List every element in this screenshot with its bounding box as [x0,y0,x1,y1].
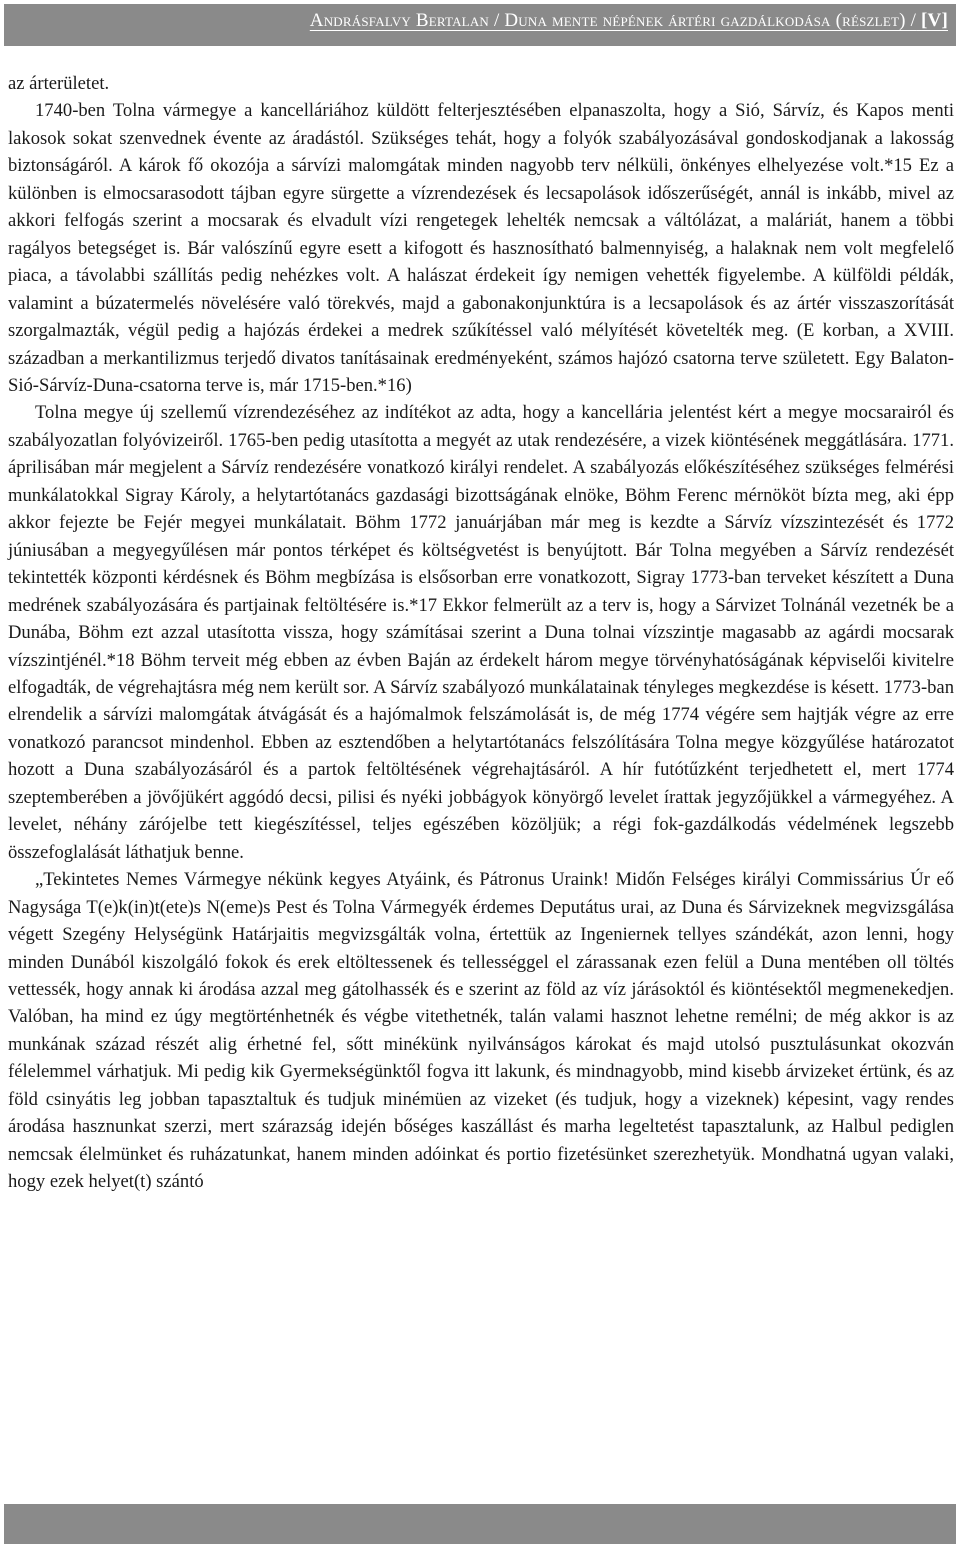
page-footer [4,1504,956,1544]
page-header [4,4,956,46]
running-title [310,10,948,32]
article-body [8,70,954,1196]
paragraph: „Tekintetes Nemes Vármegye nékünk kegyes Atyáink, és Pátronus Uraink! Midőn Felséges királyi Commissárius Úr eő Nagysága T(e)k(in)t(ete)s N(eme)s Pest és Tolna Vármegyék érdemes Deputátus urai, az Duna és Sárvizeknek megvizsgálása végett Szegény Helységünk Határjaitis megvizsgálták volna, értettük az Ingeniernek tellyes szándékát, azon lenni, hogy minden Dunából kiszolgáló fokok és erek eltöltessenek és tellességgel el zárassanak ezen felül a Duna mentében oll töltés vettessék, hogy annak ki árodása azzal meg gátolhassék és e szerint az föld az víz járásoktól és kiöntésektől megmenekedjen. Valóban, ha mind ez úgy megtörténhetnék és végbe vitethetnék, talán valami hasznot lehetne remélni; de még akkor is az munkának század részét alig érhetné fel, sőtt minékünk nyilvánságos károkat és majd utolsó pusztulásunkat okozván félelemmel várhatjuk. Mi pedig kik Gyermekségünktől fogva itt lakunk, és mindnagyobb, mind kisebb árvizeket értünk, és az föld csinyátis leg jobban tapasztaltuk és tudjuk minémüen az vizeket (és tudjuk, hogy a vizeknek) képesint, vagy rendes árodása hasznunkat szerzi, mert szárazság idején bőséges kaszállást és marha legeltetést tapasztalunk, az Halbul pediglen nemcsak élelmünket és ruházatunkat, hanem minden adóinkat és portio fizetésünket szerezhetyük. Mondhatná ugyan valaki, hogy ezek helyet(t) szántó [8,869,954,1193]
paragraph: 1740-ben Tolna vármegye a kancelláriához küldött felterjesztésében elpanaszolta, hogy a Sió, Sárvíz, és Kapos menti lakosok sokat szenvednek évente az áradástól. Szükséges tehát, hogy a folyók szabályozásával gondoskodjanak a lakosság biztonságáról. A károk fő okozója a sárvízi malomgátak minden nagyobb terv nélküli, önkényes elhelyezése volt.*15 Ez a különben is elmocsarasodott tájban egyre sürgette a vízrendezések és lecsapolások időszerűségét, annál is inkább, mivel az akkori felfogás szerint a mocsarak és elvadult vízi rengetegek lehelték nemcsak a váltólázat, a maláriát, hanem a többi ragályos betegséget is. Bár valószínű egyre esett a kifogott és hasznosítható balmennyiség, a halaknak nem volt megfelelő piaca, a távolabbi szállítás pedig nehézkes volt. A halászat érdekeit így nemigen vehették figyelembe. A külföldi példák, valamint a búzatermelés növelésére való törekvés, majd a gabonakonjunktúra is a lecsapolások és az ártér visszaszorítását szorgalmazták, végül pedig a hajózás érdekei a medrek szűkítéssel való mélyítését követelték meg. (E korban, a XVIII. században a merkantilizmus terjedő divatos tanításainak eredményeként, számos hajózó csatorna terve született. Egy Balaton-Sió-Sárvíz-Duna-csatorna terve is, már 1715-ben.*16) [8,100,954,396]
page-number: [V] [921,10,948,31]
paragraph: Tolna megye új szellemű vízrendezéséhez az indítékot az adta, hogy a kancellária jelentést kért a megye mocsarairól és szabályozatlan folyóvizeiről. 1765-ben pedig utasította a megyét az utak rendezésére, a vizek kiöntésének meggátlására. 1771. áprilisában már megjelent a Sárvíz rendezésére vonatkozó királyi rendelet. A szabályozás előkészítéséhez szükséges felmérési munkálatokkal Sigray Károly, a helytartótanács gazdasági bizottságának elnöke, Böhm Ferenc mérnököt bízta meg, aki épp akkor fejezte be Fejér megyei munkálatait. Böhm 1772 januárjában már meg is kezdte a Sárvíz vízszintezését és 1772 júniusában a megyegyűlésen már pontos térképet és költségvetést is benyújtott. Bár Tolna megyében a Sárvíz rendezését tekintették központi kérdésnek és Böhm megbízása is elsősorban erre vonatkozott, Sigray 1773-ban terveket készített a Duna medrének szabályozására és partjainak feltöltésére is.*17 Ekkor felmerült az a terv is, hogy a Sárvizet Tolnánál vezetnék be a Dunába, Böhm ezt azzal utasította vissza, hogy számításai szerint a Duna tolnai vízszintje magasabb az agárdi mocsarak vízszintjénél.*18 Böhm terveit még ebben az évben Baján az érdekelt három megye törvényhatóságának képviselői kivitelre elfogadták, de végrehajtásra még nem került sor. A Sárvíz szabályozó munkálatainak tényleges megkezdése is késett. 1773-ban elrendelik a sárvízi malomgátak átvágását és a hajómalmok felszámolását is, de még 1774 végére sem hajtják végre az erre vonatkozó parancsot mindenhol. Ebben az esztendőben a helytartótanács felszólítására Tolna megye közgyűlése határozatot hozott a Duna szabályozásáról és a partok feltöltésének végrehajtásáról. A hír futótűzként terjedhetett el, mert 1774 szeptemberében a jövőjükért aggódó decsi, pilisi és nyéki jobbágyok könyörgő levelet írattak jegyzőjükkel a vármegyéhez. A levelet, néhány zárójelbe tett kiegészítéssel, teljes egészében közöljük; a régi fok-gazdálkodás védelmének legszebb összefoglalását láthatjuk benne. [8,402,954,863]
paragraph: az árterületet. [8,73,110,94]
running-title-text: Andrásfalvy Bertalan / Duna mente népének ártéri gazdálkodása (részlet) / [309,10,917,31]
